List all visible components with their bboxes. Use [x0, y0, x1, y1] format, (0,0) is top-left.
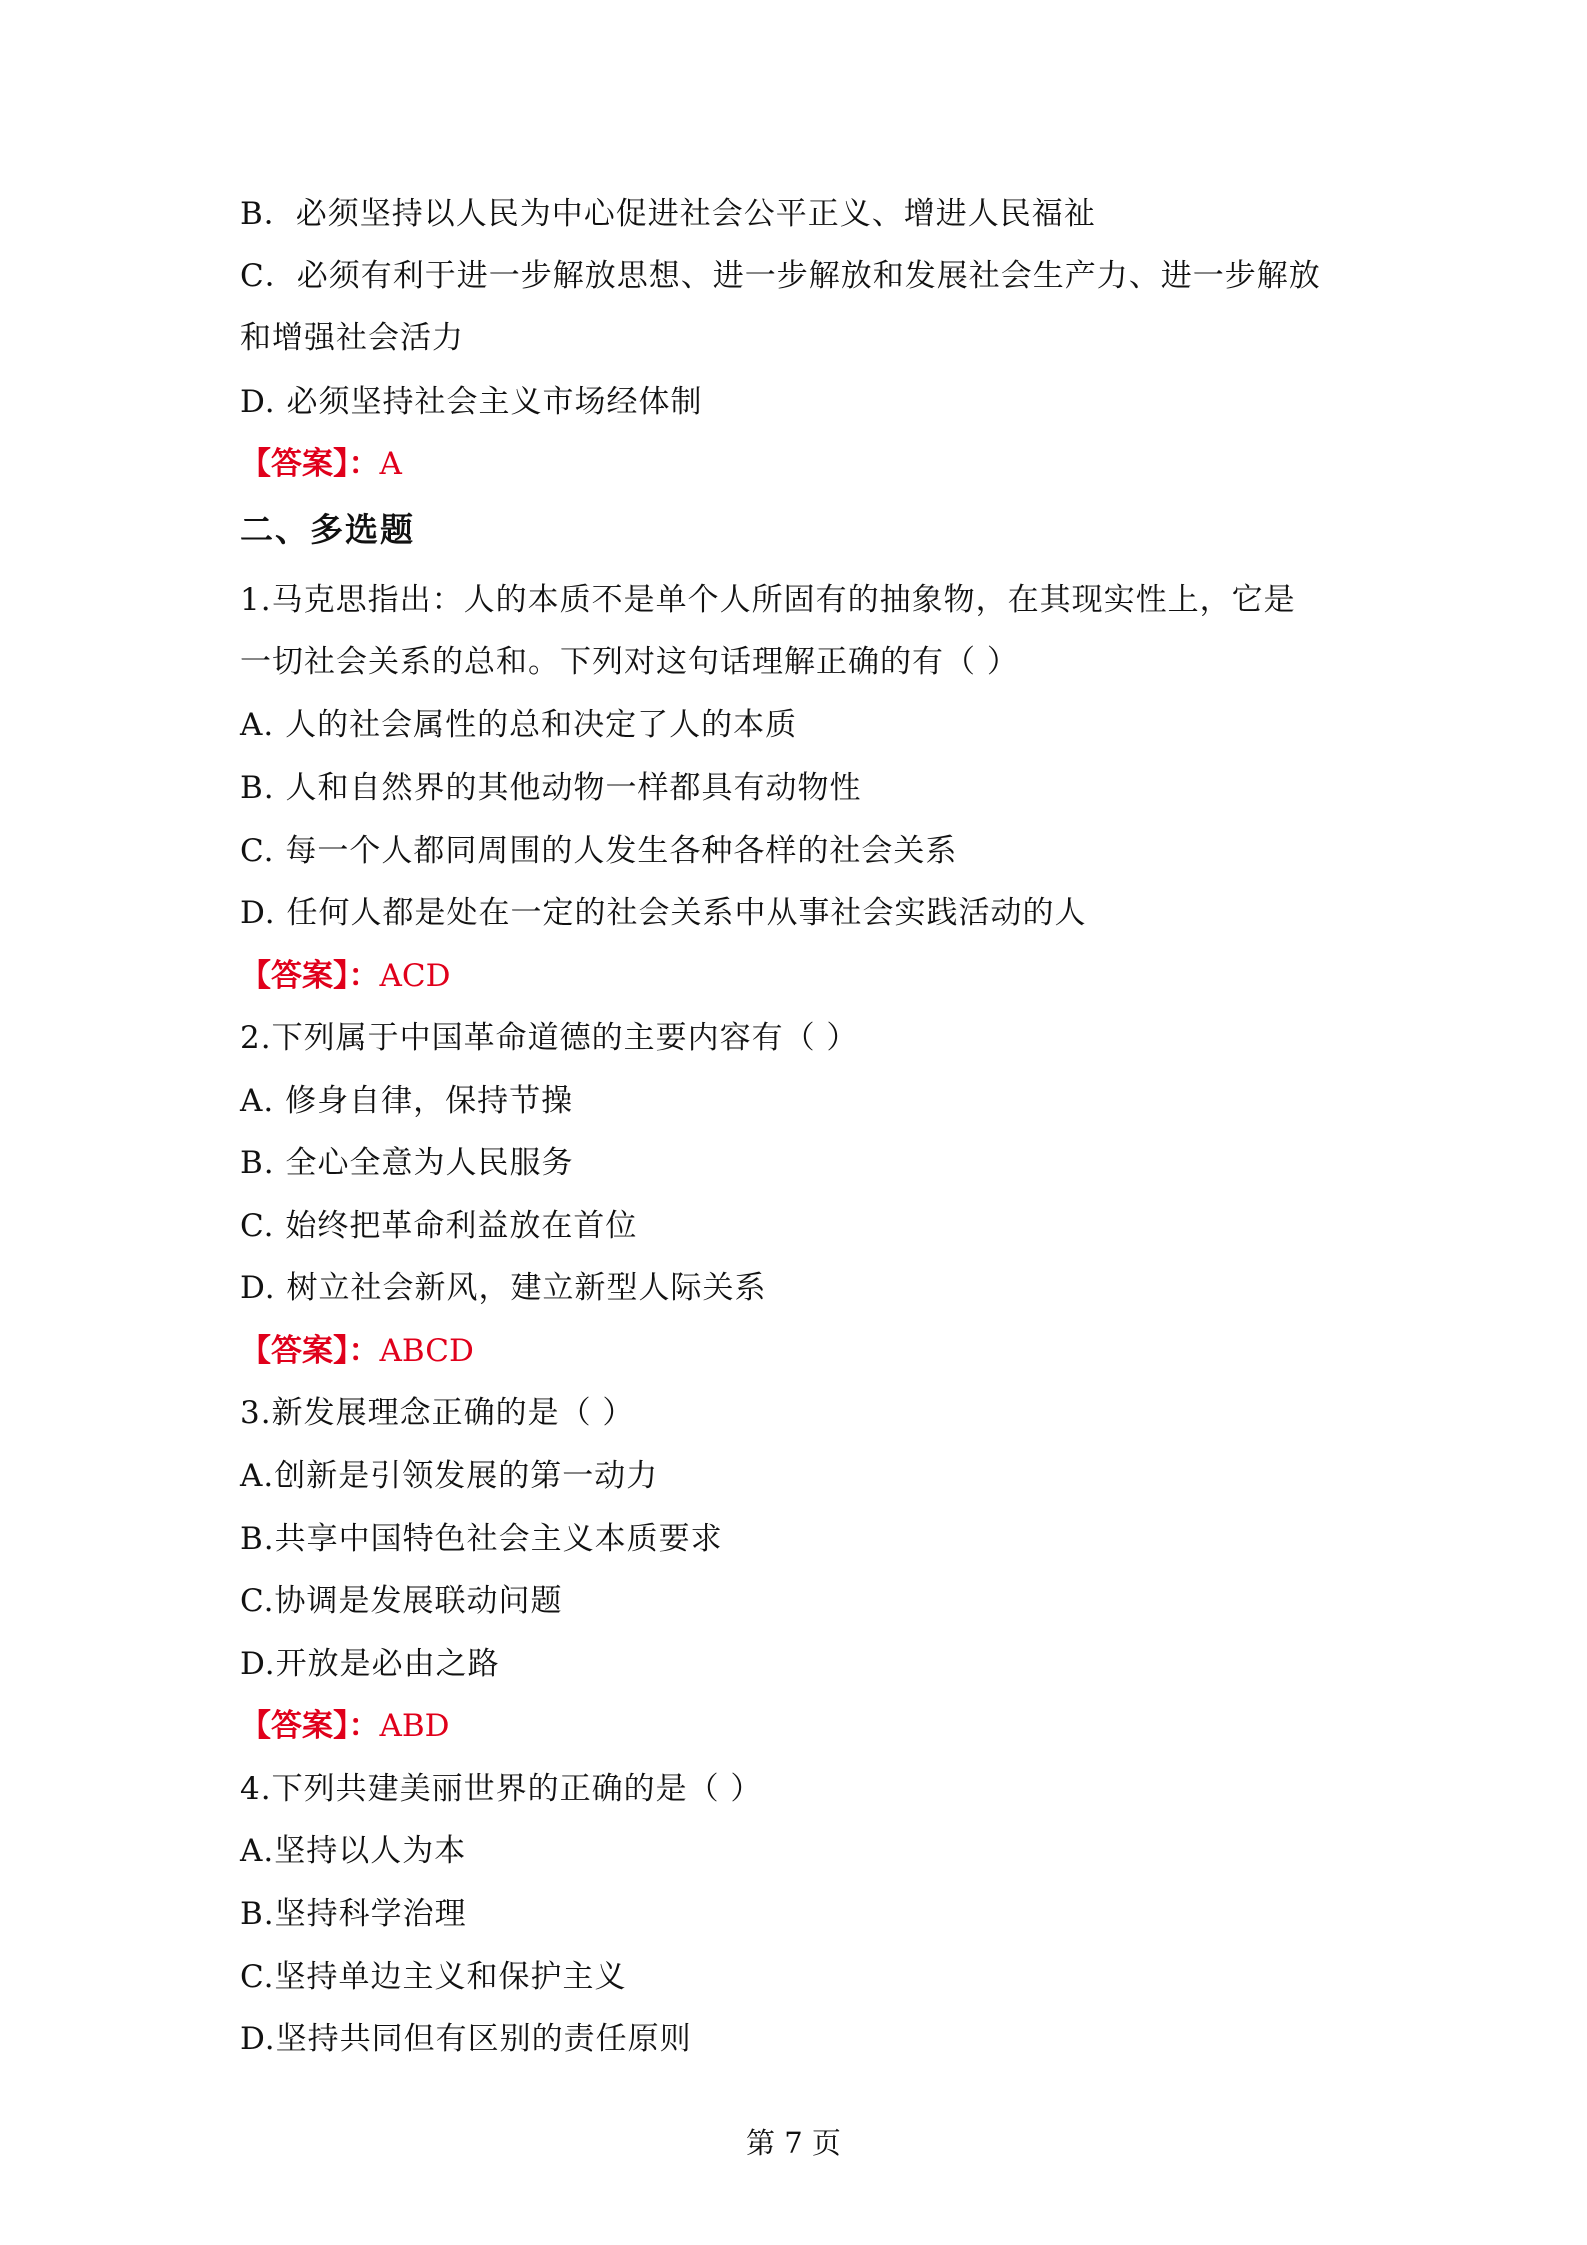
question-2-option-a: A. 修身自律，保持节操 — [240, 1083, 574, 1119]
section-title: 二、多选题 — [240, 510, 415, 549]
answer-value: ABD — [379, 1708, 450, 1744]
question-3-option-a: A.创新是引领发展的第一动力 — [240, 1458, 659, 1494]
question-4-stem: 4.下列共建美丽世界的正确的是（ ） — [240, 1771, 763, 1807]
answer-value: ACD — [379, 958, 451, 994]
question-2-option-d: D. 树立社会新风，建立新型人际关系 — [240, 1270, 767, 1306]
question-3-option-b: B.共享中国特色社会主义本质要求 — [240, 1521, 723, 1557]
question-3-option-c: C.协调是发展联动问题 — [240, 1583, 563, 1619]
option-c-line1: C．必须有利于进一步解放思想、进一步解放和发展社会生产力、进一步解放 — [240, 258, 1321, 294]
question-2-option-c: C. 始终把革命利益放在首位 — [240, 1208, 638, 1244]
answer-label: 【答案】： — [240, 446, 380, 482]
question-1-option-b: B. 人和自然界的其他动物一样都具有动物性 — [240, 770, 862, 806]
answer — [240, 444, 402, 484]
option-b: B．必须坚持以人民为中心促进社会公平正义、增进人民福祉 — [240, 196, 1096, 232]
question-3-stem: 3.新发展理念正确的是（ ） — [240, 1395, 635, 1431]
question-4-option-d: D.坚持共同但有区别的责任原则 — [240, 2021, 692, 2057]
question-2-stem: 2.下列属于中国革命道德的主要内容有（ ） — [240, 1020, 859, 1056]
question-1-option-d: D. 任何人都是处在一定的社会关系中从事社会实践活动的人 — [240, 895, 1087, 931]
question-4-option-a: A.坚持以人为本 — [240, 1833, 467, 1869]
answer-label: 【答案】： — [240, 1708, 380, 1744]
question-4-option-c: C.坚持单边主义和保护主义 — [240, 1959, 627, 1995]
question-2-option-b: B. 全心全意为人民服务 — [240, 1145, 574, 1181]
question-3-option-d: D.开放是必由之路 — [240, 1646, 500, 1682]
question-1-option-c: C. 每一个人都同周围的人发生各种各样的社会关系 — [240, 833, 958, 869]
question-2-answer — [240, 1331, 474, 1371]
answer-label: 【答案】： — [240, 958, 380, 994]
answer-label: 【答案】： — [240, 1333, 380, 1369]
option-c-line2: 和增强社会活力 — [240, 320, 464, 356]
question-3-answer — [240, 1706, 450, 1746]
question-1-stem-line1: 1.马克思指出：人的本质不是单个人所固有的抽象物，在其现实性上，它是 — [240, 582, 1296, 618]
question-4-option-b: B.坚持科学治理 — [240, 1896, 467, 1932]
page-number: 第 7 页 — [746, 2126, 841, 2160]
question-1-answer — [240, 956, 450, 996]
option-d: D. 必须坚持社会主义市场经体制 — [240, 384, 703, 420]
answer-value: ABCD — [379, 1333, 474, 1369]
question-1-stem-line2: 一切社会关系的总和。下列对这句话理解正确的有（ ） — [240, 644, 1019, 680]
answer-value: A — [379, 446, 402, 482]
question-1-option-a: A. 人的社会属性的总和决定了人的本质 — [240, 707, 798, 743]
